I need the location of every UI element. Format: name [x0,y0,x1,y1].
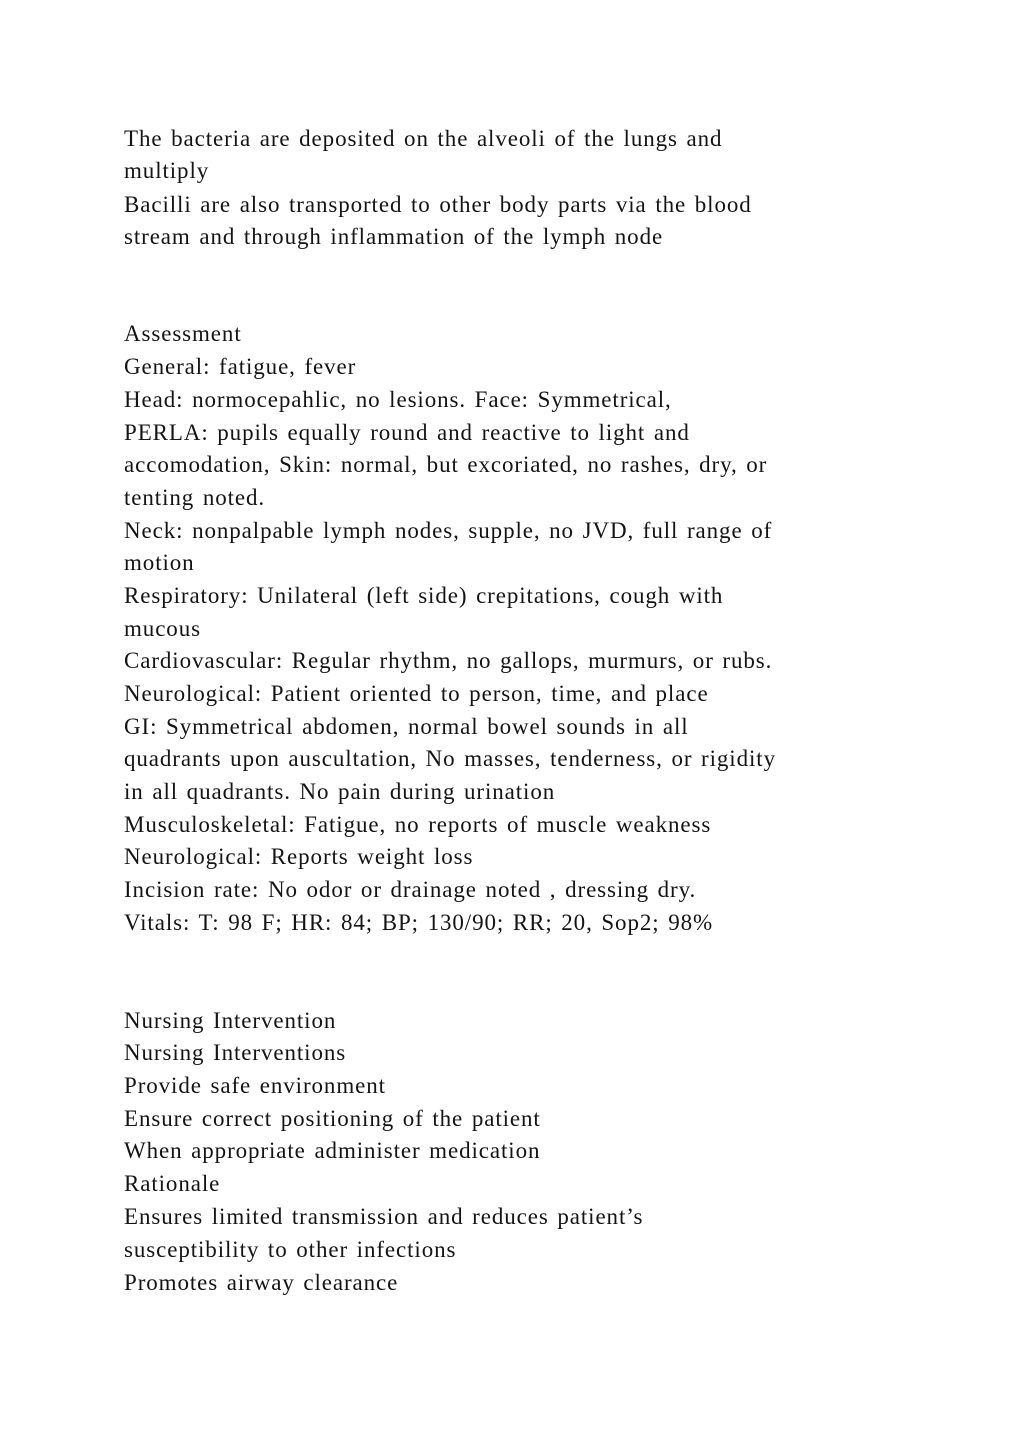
text-line: Cardiovascular: Regular rhythm, no gallops, murmurs, or rubs. [124,648,773,673]
text-line: Ensures limited transmission and reduces patient’s [124,1204,644,1229]
text-line: Nursing Interventions [124,1040,347,1065]
section-heading-nursing-intervention: Nursing Intervention [124,1008,337,1033]
text-line: multiply [124,158,210,183]
text-line: Promotes airway clearance [124,1270,399,1295]
section-heading-assessment: Assessment [124,321,242,346]
text-line: Respiratory: Unilateral (left side) crepitations, cough with [124,583,724,608]
text-line: motion [124,550,195,575]
text-line: accomodation, Skin: normal, but excoriated, no rashes, dry, or [124,452,768,477]
text-line: Neck: nonpalpable lymph nodes, supple, no JVD, full range of [124,518,773,543]
text-line: Neurological: Reports weight loss [124,844,474,869]
text-line: quadrants upon auscultation, No masses, tenderness, or rigidity [124,746,776,771]
text-line: in all quadrants. No pain during urination [124,779,556,804]
text-line: mucous [124,616,201,641]
text-line: Ensure correct positioning of the patient [124,1106,541,1131]
text-line: When appropriate administer medication [124,1138,541,1163]
text-line: The bacteria are deposited on the alveoli of the lungs and [124,126,723,151]
text-line: Musculoskeletal: Fatigue, no reports of muscle weakness [124,812,712,837]
text-line: Incision rate: No odor or drainage noted , dressing dry. [124,877,697,902]
text-line: Provide safe environment [124,1073,386,1098]
text-line: PERLA: pupils equally round and reactive to light and [124,420,690,445]
text-line: General: fatigue, fever [124,354,357,379]
text-line: Neurological: Patient oriented to person, time, and place [124,681,709,706]
text-line: Vitals: T: 98 F; HR: 84; BP; 130/90; RR; 20, Sop2; 98% [124,910,714,935]
section-heading-rationale: Rationale [124,1171,221,1196]
text-line: GI: Symmetrical abdomen, normal bowel sounds in all [124,714,689,739]
text-line: Bacilli are also transported to other body parts via the blood [124,192,752,217]
text-line: tenting noted. [124,485,266,510]
text-line: Head: normocepahlic, no lesions. Face: Symmetrical, [124,387,672,412]
text-line: susceptibility to other infections [124,1237,457,1262]
text-line: stream and through inflammation of the lymph node [124,224,664,249]
